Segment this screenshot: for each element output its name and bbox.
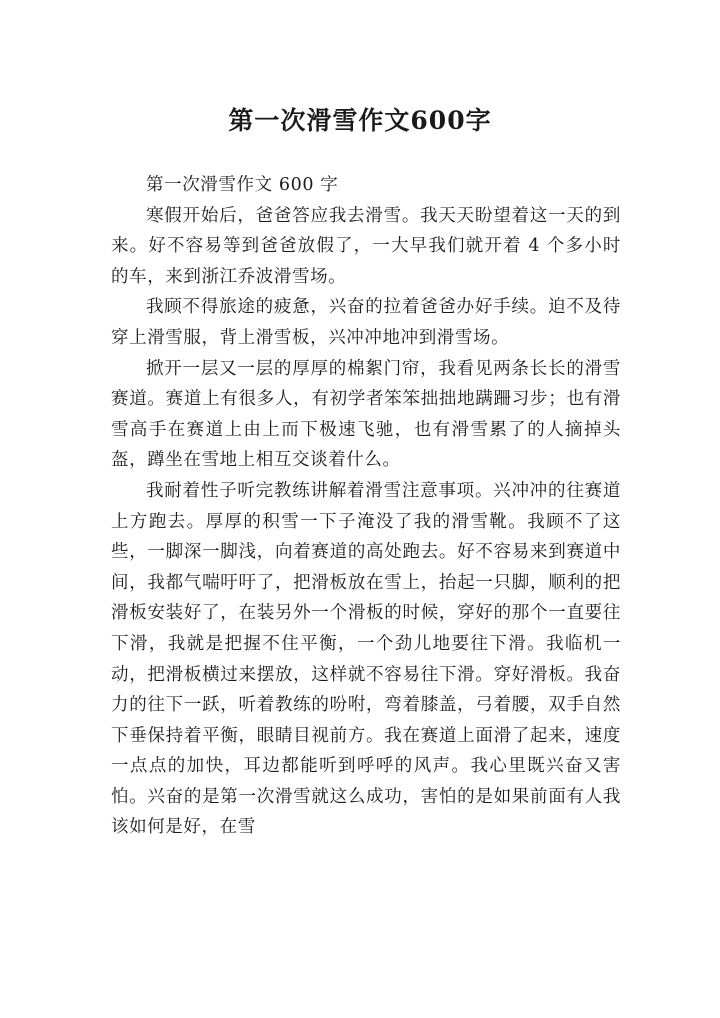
- paragraph-4: 我耐着性子听完教练讲解着滑雪注意事项。兴冲冲的往赛道上方跑去。厚厚的积雪一下子淹没了我的滑雪靴。我顾不了这些，一脚深一脚浅，向着赛道的高处跑去。好不容易来到赛道中间，我都气喘吁吁了，把滑板放在雪上，抬起一只脚，顺利的把滑板安装好了，在装另外一个滑板的时候，穿好的那个一直要往下滑，我就是把握不住平衡，一个劲儿地要往下滑。我临机一动，把滑板横过来摆放，这样就不容易往下滑。穿好滑板。我奋力的往下一跃，听着教练的吩咐，弯着膝盖，弓着腰，双手自然下垂保持着平衡，眼睛目视前方。我在赛道上面滑了起来，速度一点点的加快，耳边都能听到呼呼的风声。我心里既兴奋又害怕。兴奋的是第一次滑雪就这么成功，害怕的是如果前面有人我该如何是好，在雪: [111, 480, 621, 838]
- page-title: 第一次滑雪作文600字: [228, 105, 492, 135]
- paragraph-3: 掀开一层又一层的厚厚的棉絮门帘，我看见两条长长的滑雪赛道。赛道上有很多人，有初学者笨笨拙拙地蹒跚习步；也有滑雪高手在赛道上由上而下极速飞驰，也有滑雪累了的人摘掉头盔，蹲坐在雪地上相互交谈着什么。: [111, 358, 621, 471]
- essay-body: [111, 170, 621, 843]
- paragraph-1: 寒假开始后，爸爸答应我去滑雪。我天天盼望着这一天的到来。好不容易等到爸爸放假了，一大早我们就开着 4 个多小时的车，来到浙江乔波滑雪场。: [111, 205, 621, 287]
- essay-subtitle: 第一次滑雪作文 600 字: [146, 175, 339, 195]
- paragraph-2: 我顾不得旅途的疲惫，兴奋的拉着爸爸办好手续。迫不及待穿上滑雪服，背上滑雪板，兴冲冲地冲到滑雪场。: [111, 297, 621, 348]
